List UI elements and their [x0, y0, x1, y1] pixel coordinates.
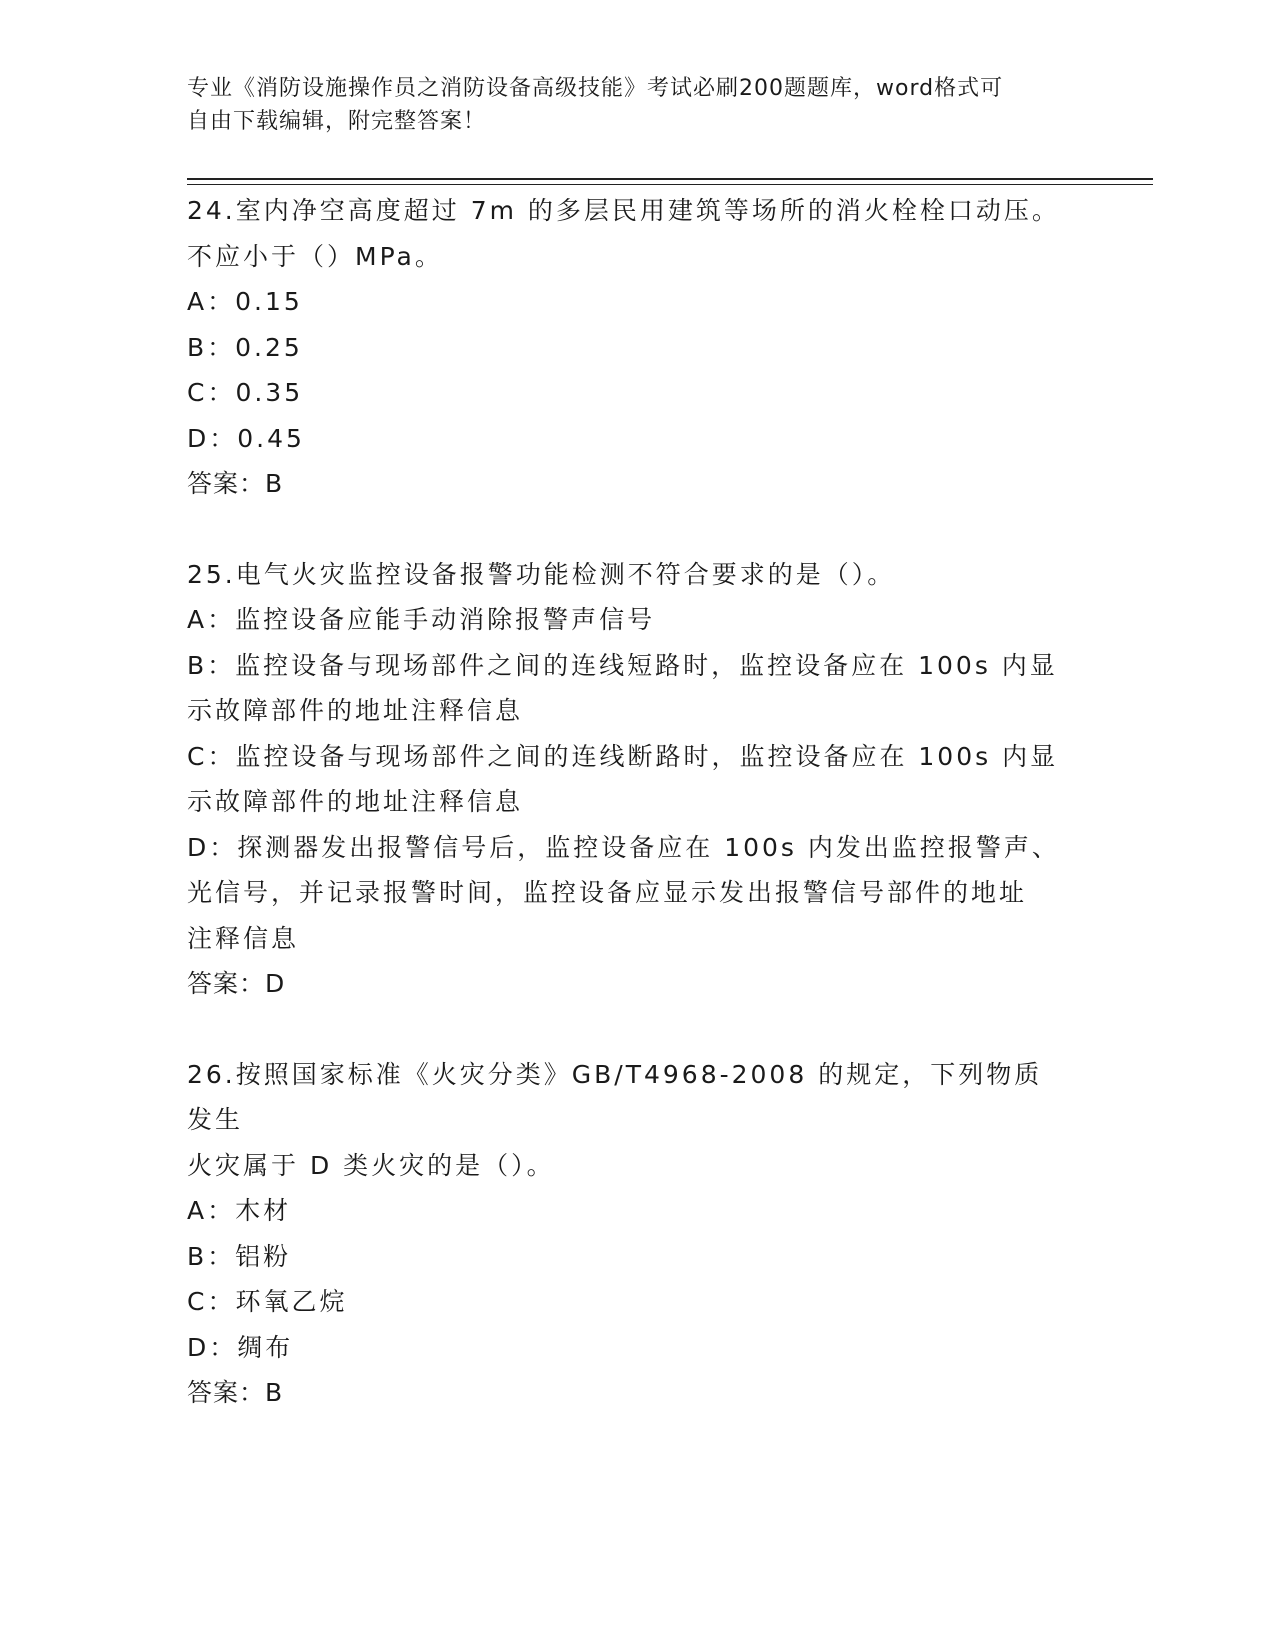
option-c: C：0.35	[187, 378, 304, 407]
header-line-2: 自由下载编辑，附完整答案！	[187, 109, 487, 134]
option-b: B：0.25	[187, 332, 303, 362]
question-stem: 24.室内净空高度超过 7m 的多层民用建筑等场所的消火栓栓口动压。	[187, 196, 1060, 225]
header-divider-thick	[187, 178, 1153, 180]
question-stem: 25.电气火灾监控设备报警功能检测不符合要求的是（）。	[187, 559, 896, 589]
option-a: A：0.15	[187, 287, 303, 316]
option-b: B：铝粉	[187, 1241, 292, 1271]
option-d: D：绸布	[187, 1332, 294, 1362]
option-b: B：监控设备与现场部件之间的连线短路时，监控设备应在 100s 内显	[187, 650, 1058, 680]
question-24	[187, 188, 1067, 507]
question-26	[187, 1052, 1067, 1416]
answer-line: 答案：D	[187, 969, 286, 998]
option-d-continued: 光信号，并记录报警时间，监控设备应显示发出报警信号部件的地址	[187, 878, 1028, 907]
document-header	[187, 72, 1067, 138]
option-c: C：环氧乙烷	[187, 1287, 348, 1316]
question-stem: 26.按照国家标准《火灾分类》GB/T4968-2008 的规定，下列物质发生	[187, 1059, 1043, 1134]
option-c: C：监控设备与现场部件之间的连线断路时，监控设备应在 100s 内显	[187, 741, 1059, 771]
option-c-continued: 示故障部件的地址注释信息	[187, 787, 524, 816]
question-stem: 不应小于（）MPa。	[187, 241, 443, 271]
question-list	[187, 188, 1067, 1416]
option-d-continued: 注释信息	[187, 923, 300, 953]
answer-line: 答案：B	[187, 1378, 284, 1407]
header-divider-thin	[187, 184, 1153, 185]
question-25	[187, 552, 1067, 1007]
header-line-1: 专业《消防设施操作员之消防设备高级技能》考试必刷200题题库，word格式可	[187, 76, 1004, 101]
question-stem: 火灾属于 D 类火灾的是（）。	[187, 1150, 555, 1180]
option-a: A：监控设备应能手动消除报警声信号	[187, 605, 656, 634]
answer-line: 答案：B	[187, 469, 284, 498]
option-b-continued: 示故障部件的地址注释信息	[187, 696, 524, 725]
option-d: D：探测器发出报警信号后，监控设备应在 100s 内发出监控报警声、	[187, 832, 1060, 862]
option-d: D：0.45	[187, 423, 305, 453]
option-a: A：木材	[187, 1196, 292, 1225]
